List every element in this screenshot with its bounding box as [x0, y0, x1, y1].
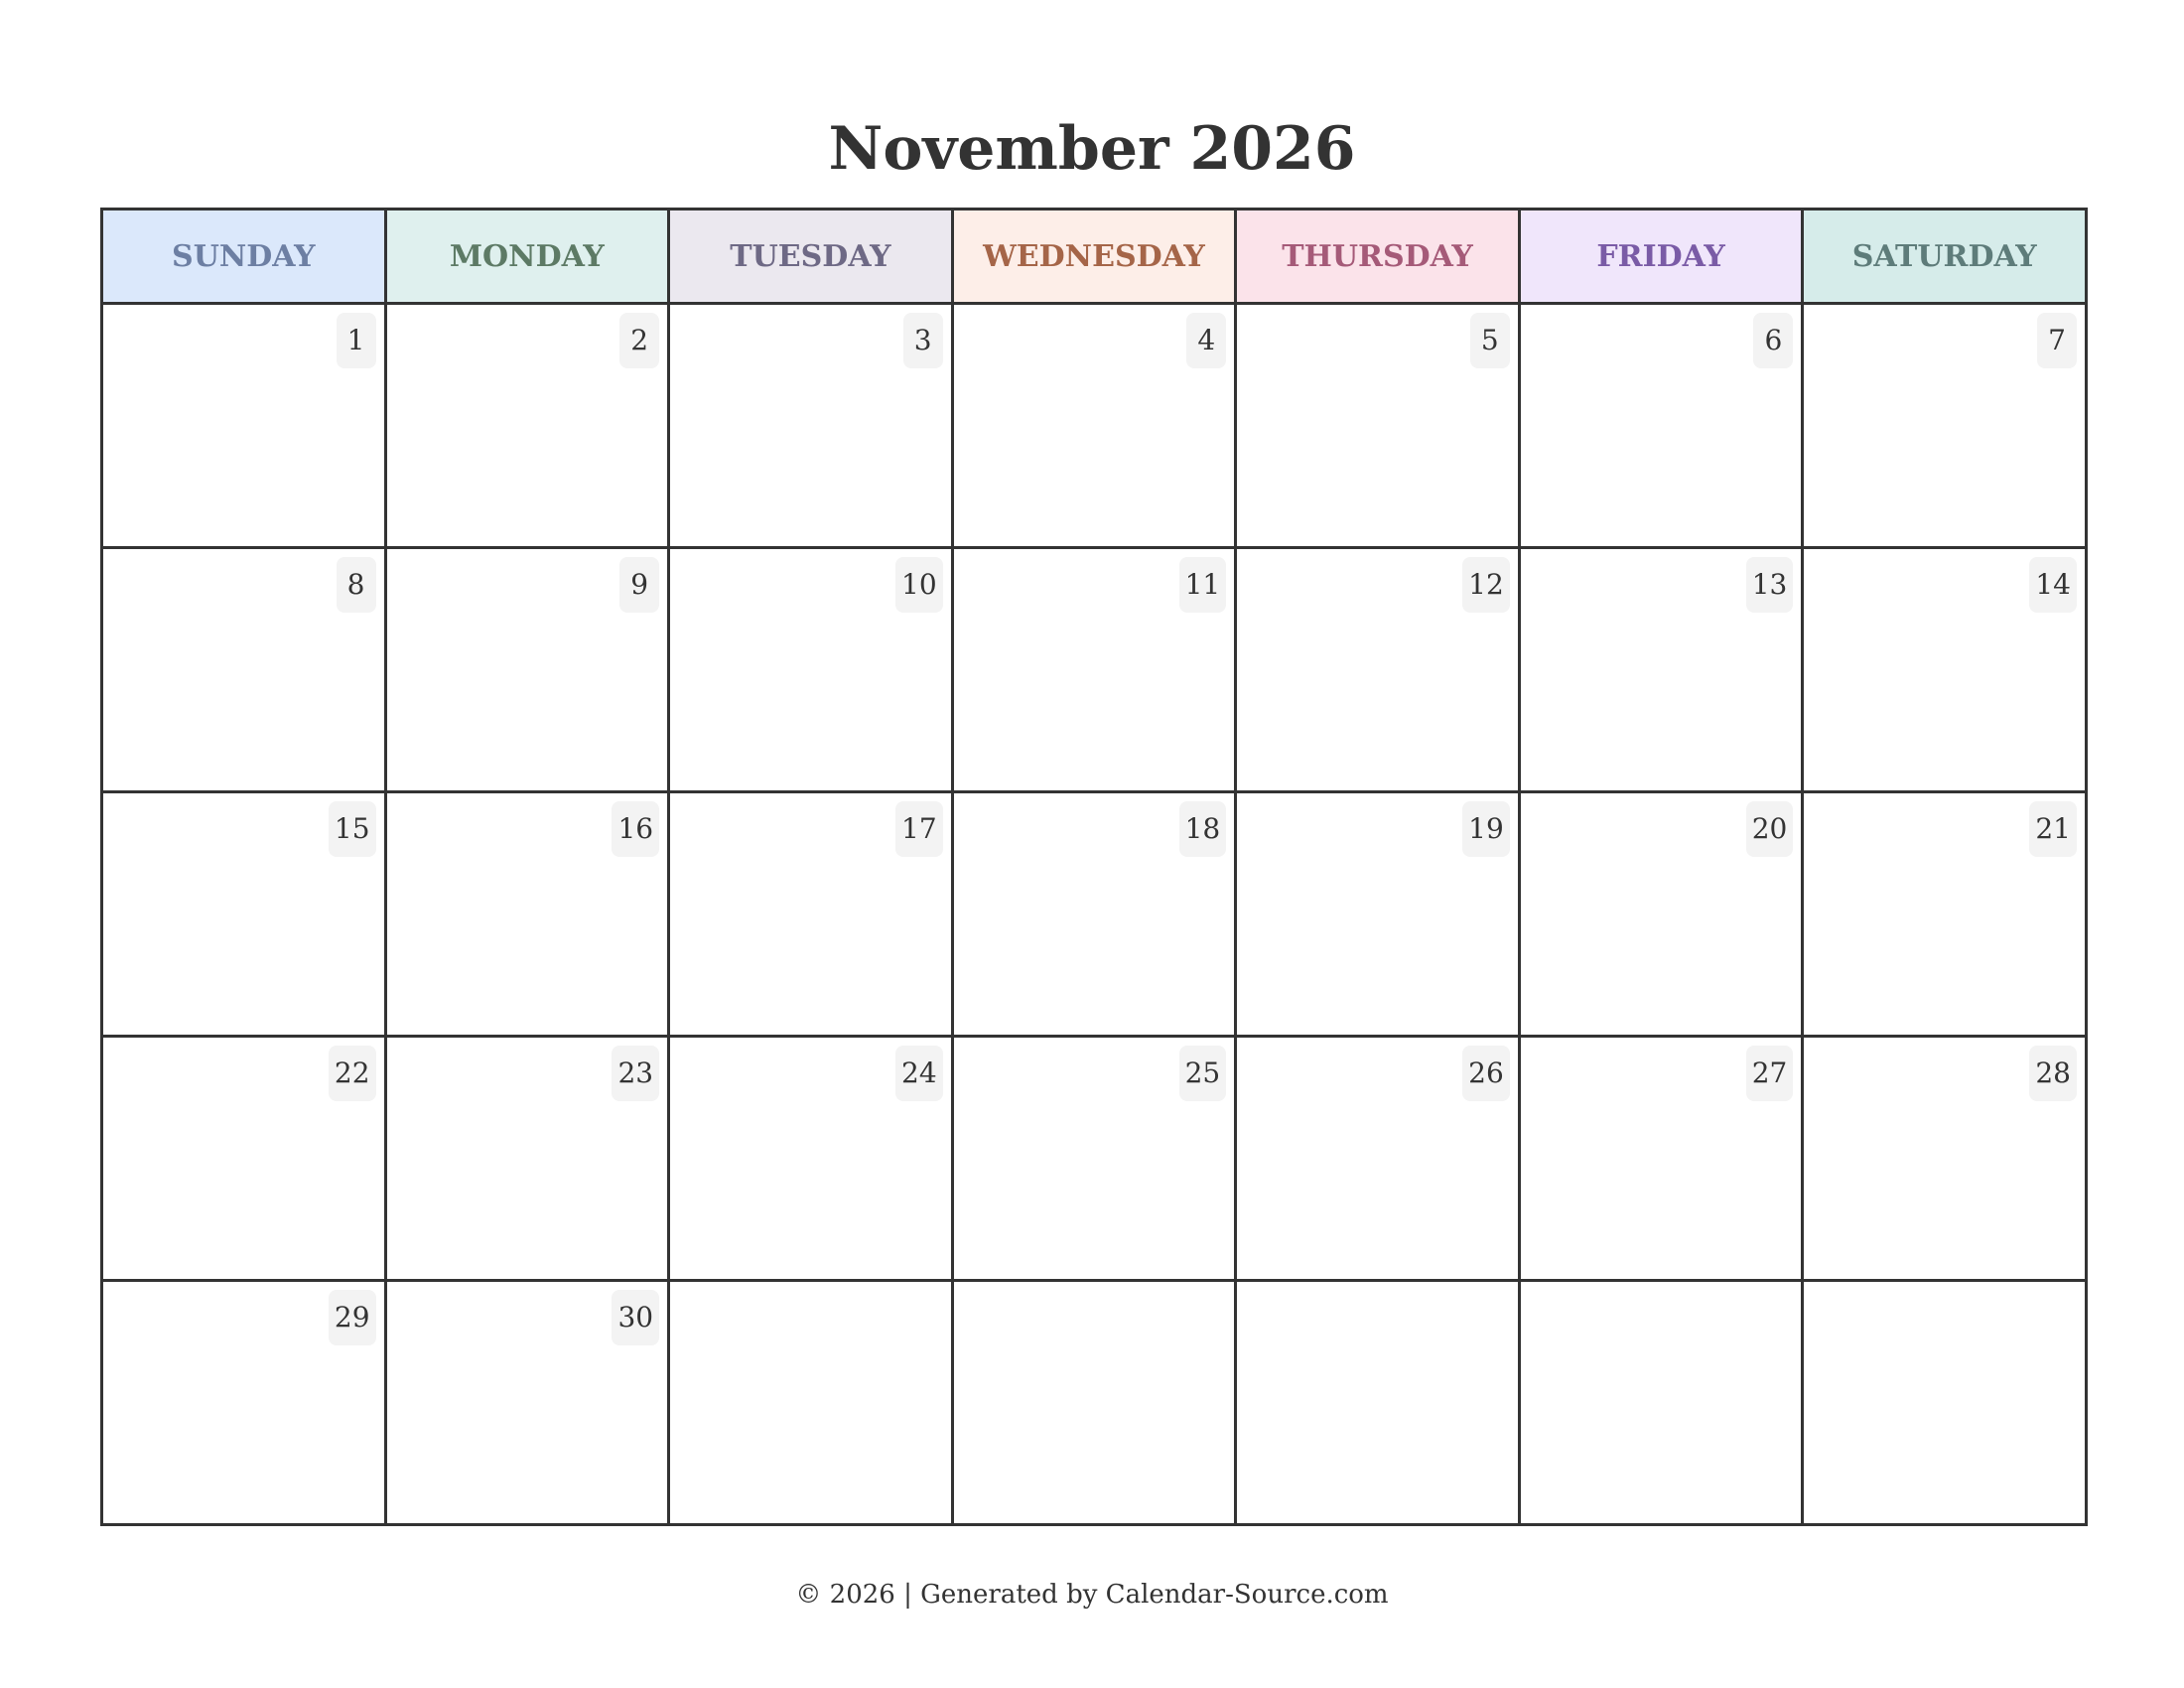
weekday-header-friday: FRIDAY	[1519, 210, 1803, 304]
weekday-header-row	[102, 210, 2087, 304]
day-number: 22	[329, 1046, 376, 1101]
day-cell	[1236, 548, 1520, 792]
day-cell	[1519, 548, 1803, 792]
calendar-title: November 2026	[828, 114, 1356, 184]
week-row	[102, 548, 2087, 792]
day-number: 9	[619, 557, 659, 613]
day-number: 18	[1179, 801, 1227, 857]
day-number: 12	[1462, 557, 1510, 613]
day-cell	[1236, 1037, 1520, 1281]
day-number: 4	[1186, 313, 1226, 368]
day-cell-empty	[952, 1281, 1236, 1525]
day-cell	[669, 548, 953, 792]
day-number: 17	[895, 801, 943, 857]
day-cell	[952, 548, 1236, 792]
day-number: 14	[2029, 557, 2077, 613]
day-cell	[1519, 792, 1803, 1037]
day-cell	[952, 792, 1236, 1037]
day-cell	[1519, 304, 1803, 548]
day-cell	[952, 1037, 1236, 1281]
day-number: 11	[1179, 557, 1227, 613]
day-number: 30	[612, 1290, 659, 1345]
day-number: 3	[903, 313, 943, 368]
day-number: 6	[1753, 313, 1793, 368]
day-cell-empty	[1236, 1281, 1520, 1525]
day-cell	[1519, 1037, 1803, 1281]
day-cell	[385, 792, 669, 1037]
day-number: 23	[612, 1046, 659, 1101]
week-row	[102, 1037, 2087, 1281]
day-cell	[952, 304, 1236, 548]
day-number: 20	[1746, 801, 1794, 857]
day-cell	[102, 304, 386, 548]
day-number: 5	[1470, 313, 1510, 368]
day-number: 7	[2037, 313, 2077, 368]
month-grid	[100, 208, 2088, 1526]
day-number: 13	[1746, 557, 1794, 613]
day-number: 21	[2029, 801, 2077, 857]
day-cell	[669, 792, 953, 1037]
footer-credit: © 2026 | Generated by Calendar-Source.com	[795, 1580, 1389, 1610]
day-cell	[1236, 304, 1520, 548]
day-cell	[385, 1281, 669, 1525]
day-cell	[102, 792, 386, 1037]
day-cell	[1236, 792, 1520, 1037]
weekday-header-sunday: SUNDAY	[102, 210, 386, 304]
day-number: 26	[1462, 1046, 1510, 1101]
day-number: 8	[337, 557, 376, 613]
weekday-header-saturday: SATURDAY	[1803, 210, 2087, 304]
weekday-header-wednesday: WEDNESDAY	[952, 210, 1236, 304]
day-cell	[669, 1037, 953, 1281]
day-cell	[102, 548, 386, 792]
week-row	[102, 1281, 2087, 1525]
day-number: 24	[895, 1046, 943, 1101]
weekday-header-monday: MONDAY	[385, 210, 669, 304]
week-row	[102, 304, 2087, 548]
day-number: 10	[895, 557, 943, 613]
day-number: 2	[619, 313, 659, 368]
day-cell	[1803, 548, 2087, 792]
day-number: 19	[1462, 801, 1510, 857]
day-number: 15	[329, 801, 376, 857]
day-cell	[385, 304, 669, 548]
day-number: 1	[337, 313, 376, 368]
day-number: 16	[612, 801, 659, 857]
day-cell	[385, 1037, 669, 1281]
day-number: 29	[329, 1290, 376, 1345]
day-number: 27	[1746, 1046, 1794, 1101]
day-number: 28	[2029, 1046, 2077, 1101]
day-cell	[1803, 792, 2087, 1037]
day-cell	[385, 548, 669, 792]
day-number: 25	[1179, 1046, 1227, 1101]
day-cell-empty	[669, 1281, 953, 1525]
day-cell	[102, 1281, 386, 1525]
day-cell	[669, 304, 953, 548]
day-cell-empty	[1803, 1281, 2087, 1525]
day-cell	[1803, 304, 2087, 548]
day-cell	[1803, 1037, 2087, 1281]
weekday-header-tuesday: TUESDAY	[669, 210, 953, 304]
weekday-header-thursday: THURSDAY	[1236, 210, 1520, 304]
week-row	[102, 792, 2087, 1037]
day-cell	[102, 1037, 386, 1281]
day-cell-empty	[1519, 1281, 1803, 1525]
